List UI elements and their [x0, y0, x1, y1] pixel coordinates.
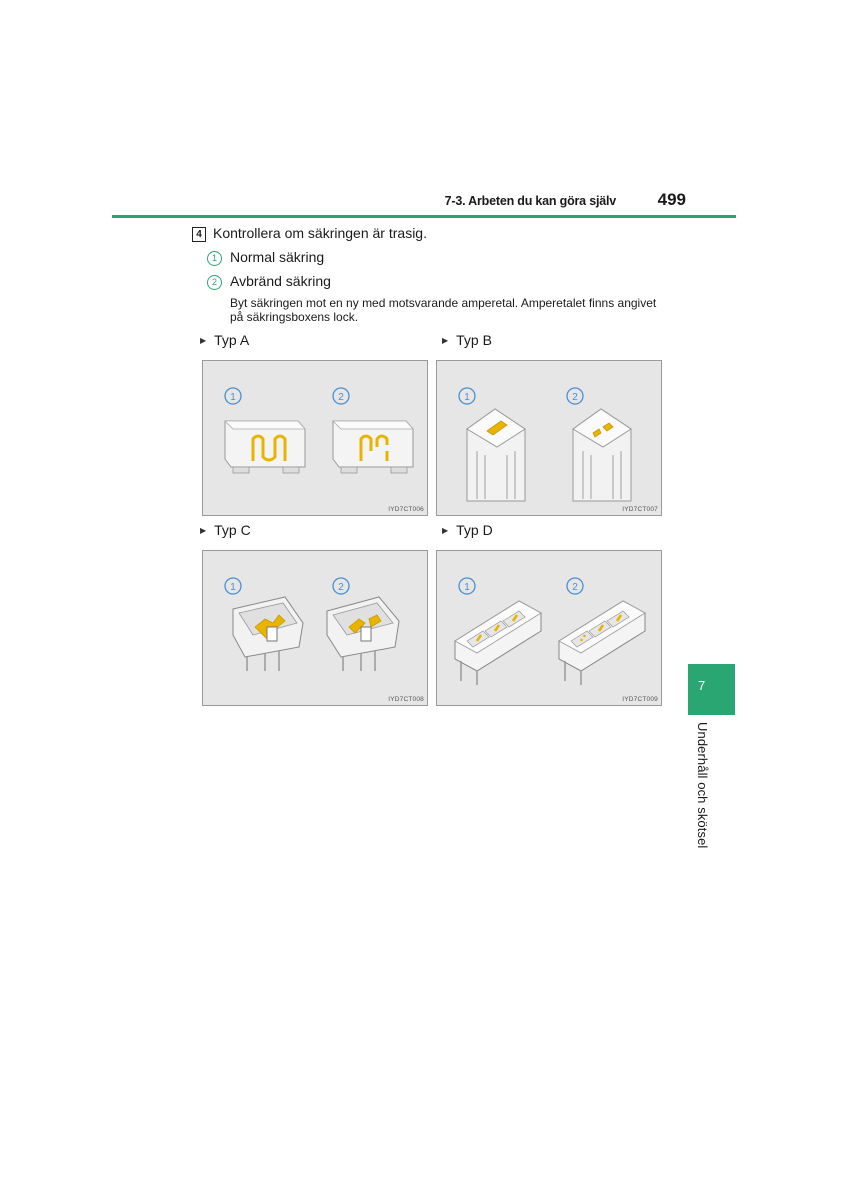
header-rule [112, 215, 736, 218]
fuse-type-b-illustration [437, 361, 661, 515]
svg-text:1: 1 [230, 392, 236, 403]
bullet-triangle-icon: ▶ [442, 336, 449, 345]
svg-text:1: 1 [464, 582, 470, 593]
item-blown-fuse [207, 273, 331, 290]
fuse-type-d-illustration [437, 551, 661, 705]
figure-code: IYD7CT006 [388, 506, 424, 513]
type-label-text: Typ B [456, 332, 492, 348]
figure-code: IYD7CT007 [622, 506, 658, 513]
item-label: Avbränd säkring [230, 273, 331, 289]
type-b-label [442, 332, 492, 348]
fuse-normal-icon [225, 421, 305, 473]
step-number-box: 4 [192, 227, 206, 242]
figure-type-b [436, 360, 662, 516]
page-number: 499 [657, 190, 686, 209]
circle-marker-2: 2 [207, 275, 222, 290]
fuse-normal-icon [455, 601, 541, 685]
fuse-blown-icon [333, 421, 413, 473]
type-label-text: Typ D [456, 522, 493, 538]
svg-text:1: 1 [464, 392, 470, 403]
fuse-type-a-illustration [203, 361, 427, 515]
type-label-text: Typ A [214, 332, 250, 348]
svg-text:2: 2 [572, 582, 578, 593]
svg-text:1: 1 [230, 582, 236, 593]
fuse-type-c-illustration [203, 551, 427, 705]
replacement-note: Byt säkringen mot en ny med motsvarande amperetal. Amperetalet finns angivet på säkringsboxens lock. [230, 296, 657, 324]
figure-type-c [202, 550, 428, 706]
figure-code: IYD7CT009 [622, 696, 658, 703]
bullet-triangle-icon: ▶ [200, 526, 207, 535]
figure-type-a [202, 360, 428, 516]
type-label-text: Typ C [214, 522, 251, 538]
type-c-label [200, 522, 251, 538]
section-title: 7-3. Arbeten du kan göra själv [444, 194, 616, 208]
svg-text:2: 2 [338, 392, 344, 403]
fuse-blown-icon [559, 601, 645, 685]
item-label: Normal säkring [230, 249, 325, 265]
step-text: Kontrollera om säkringen är trasig. [213, 225, 427, 241]
bullet-triangle-icon: ▶ [442, 526, 449, 535]
chapter-number: 7 [698, 678, 706, 693]
figure-code: IYD7CT008 [388, 696, 424, 703]
fuse-normal-icon [467, 409, 525, 501]
bullet-triangle-icon: ▶ [200, 336, 207, 345]
chapter-tab [688, 664, 735, 715]
step-instruction [192, 225, 427, 242]
fuse-blown-icon [573, 409, 631, 501]
figure-type-d [436, 550, 662, 706]
circle-marker-1: 1 [207, 251, 222, 266]
svg-text:2: 2 [338, 582, 344, 593]
item-normal-fuse [207, 249, 324, 266]
type-a-label [200, 332, 249, 348]
svg-text:2: 2 [572, 392, 578, 403]
chapter-title: Underhåll och skötsel [695, 722, 710, 849]
fuse-blown-icon [327, 597, 399, 671]
fuse-normal-icon [233, 597, 303, 671]
type-d-label [442, 522, 493, 538]
